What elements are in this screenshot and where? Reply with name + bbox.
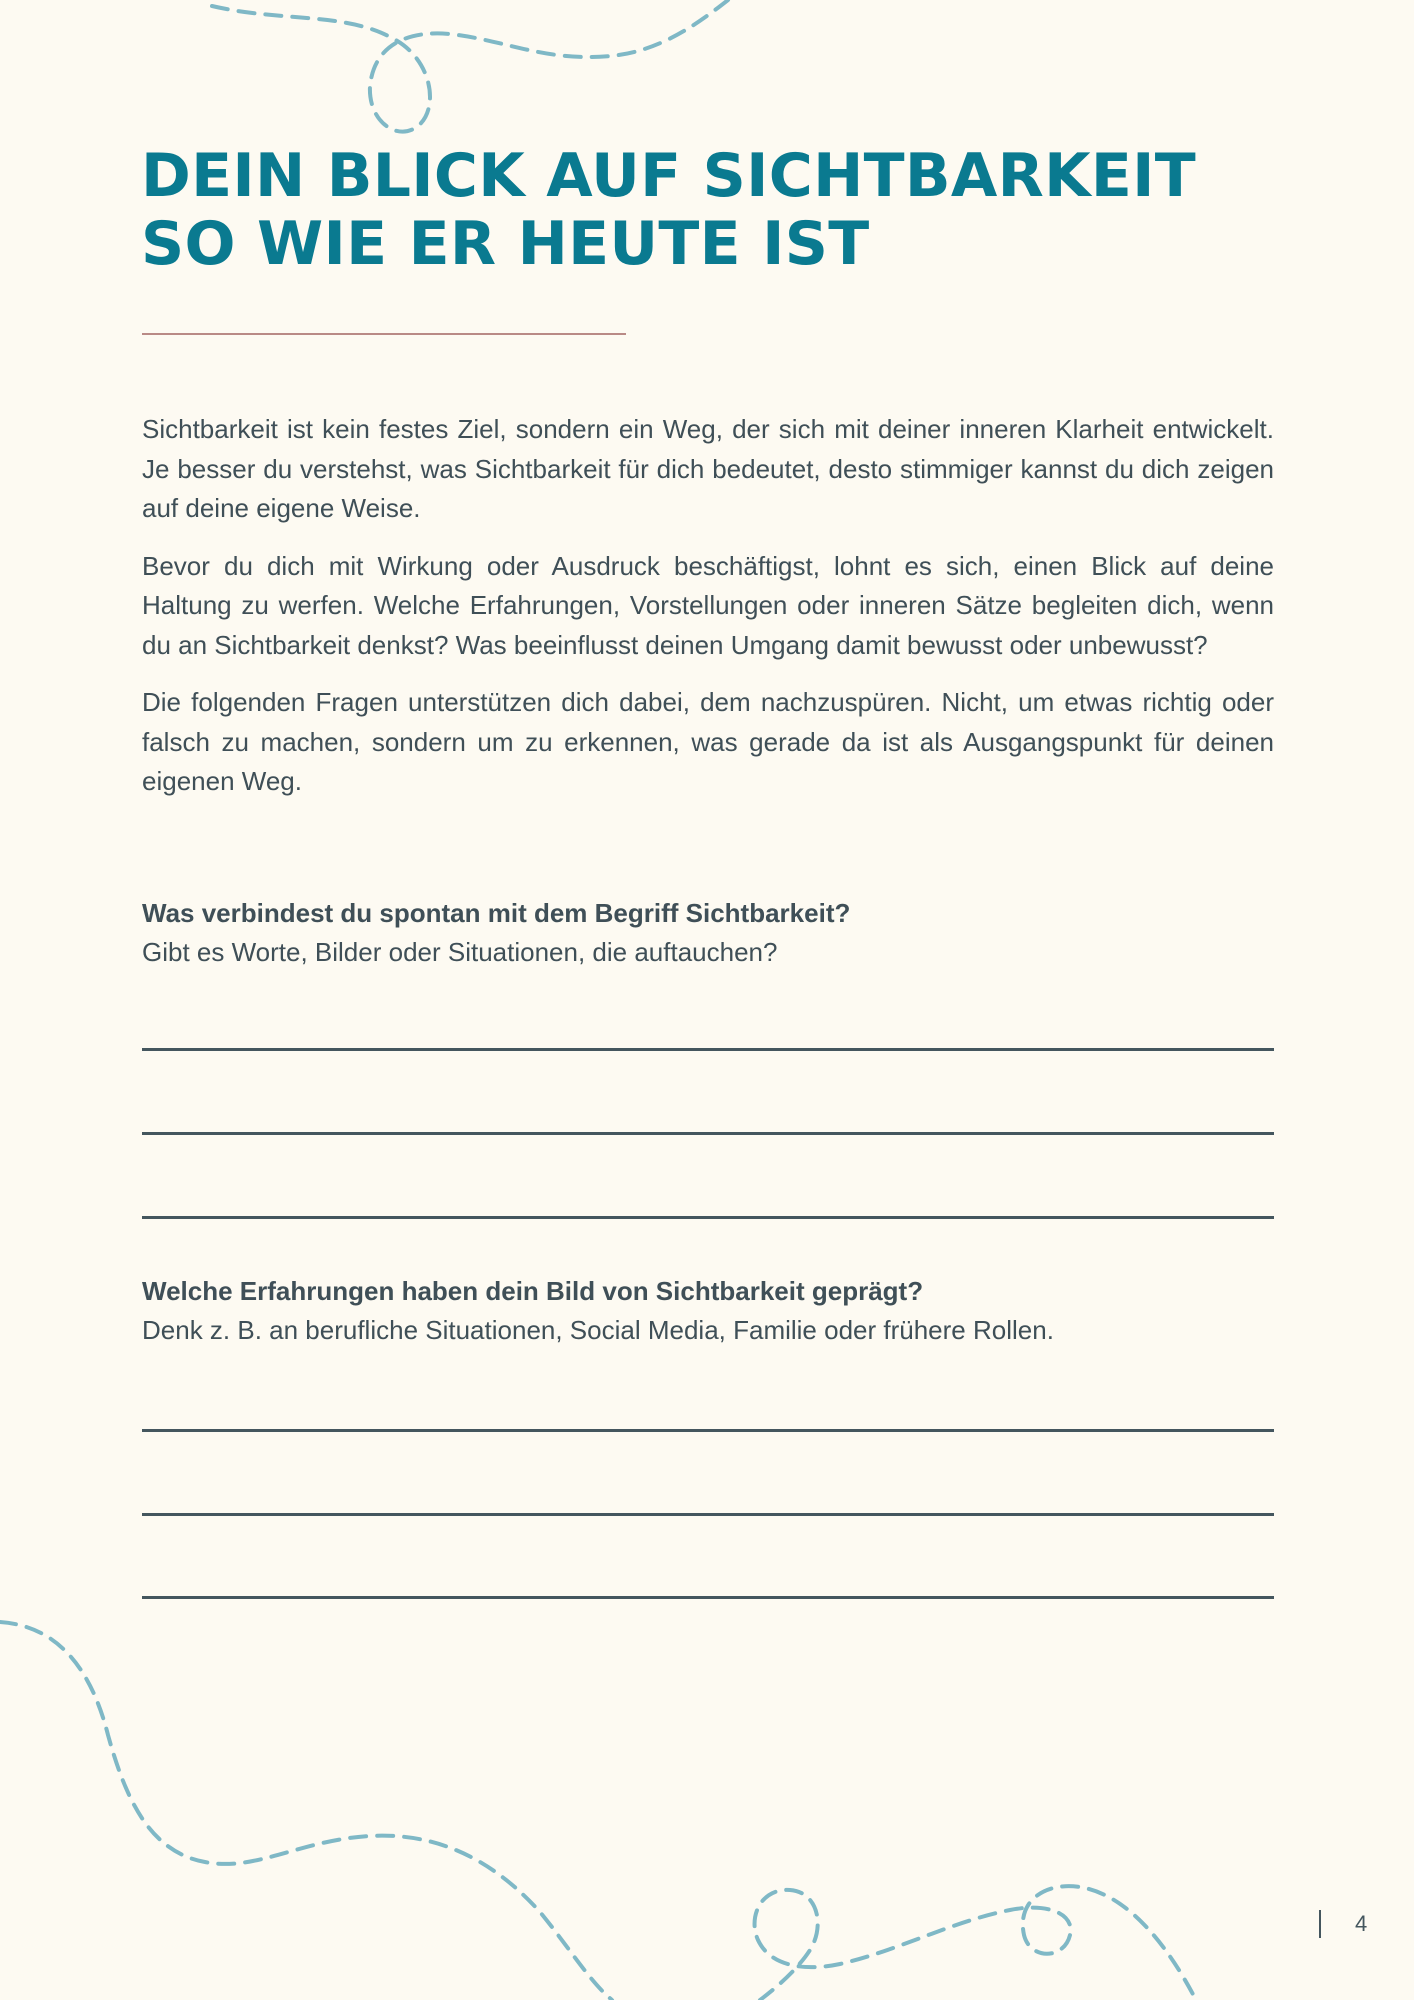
answer-line[interactable]	[142, 1216, 1274, 1219]
title-divider	[142, 333, 626, 335]
answer-line[interactable]	[142, 1596, 1274, 1599]
answer-line[interactable]	[142, 1132, 1274, 1135]
page-number: 4	[1355, 1911, 1368, 1936]
dashed-swirl-bottom-left	[0, 1622, 612, 2000]
page-number-separator	[1319, 1910, 1321, 1938]
intro-paragraph-3: Die folgenden Fragen unterstützen dich dabei, dem nachzuspüren. Nicht, um etwas richtig oder falsch zu machen, sondern um zu erkennen, was gerade da ist als Ausgangspunkt für deinen eigenen Weg.	[142, 687, 1274, 796]
dashed-swirl-top	[212, 0, 728, 132]
question-2	[142, 1272, 1274, 1350]
title-line-2: SO WIE ER HEUTE IST	[141, 209, 870, 279]
question-2-hint: Denk z. B. an berufliche Situationen, Social Media, Familie oder frühere Rollen.	[142, 1315, 1054, 1345]
intro-text	[142, 410, 1274, 820]
question-1-title: Was verbindest du spontan mit dem Begriff Sichtbarkeit?	[142, 898, 851, 928]
title-line-1: DEIN BLICK AUF SICHTBARKEIT	[141, 141, 1197, 211]
answer-line[interactable]	[142, 1048, 1274, 1051]
question-2-title: Welche Erfahrungen haben dein Bild von Sichtbarkeit geprägt?	[142, 1276, 924, 1306]
intro-paragraph-2: Bevor du dich mit Wirkung oder Ausdruck beschäftigst, lohnt es sich, einen Blick auf deine Haltung zu werfen. Welche Erfahrungen, Vorstellungen oder inneren Sätze begleiten dich, wenn du an Sichtbarkeit denkst? Was beeinflusst deinen Umgang damit bewusst oder unbewusst?	[142, 550, 1274, 660]
answer-line[interactable]	[142, 1513, 1274, 1516]
dashed-swirl-bottom-right	[755, 1886, 1196, 2000]
answer-line[interactable]	[142, 1429, 1274, 1432]
intro-paragraph-1: Sichtbarkeit ist kein festes Ziel, sondern ein Weg, der sich mit deiner inneren Klarheit entwickelt. Je besser du verstehst, was Sichtbarkeit für dich bedeutet, desto stimmiger kannst du dich zeigen auf deine eigene Weise.	[142, 414, 1274, 523]
question-1	[142, 894, 1274, 972]
question-1-hint: Gibt es Worte, Bilder oder Situationen, die auftauchen?	[142, 937, 778, 967]
page-title	[141, 142, 1281, 278]
